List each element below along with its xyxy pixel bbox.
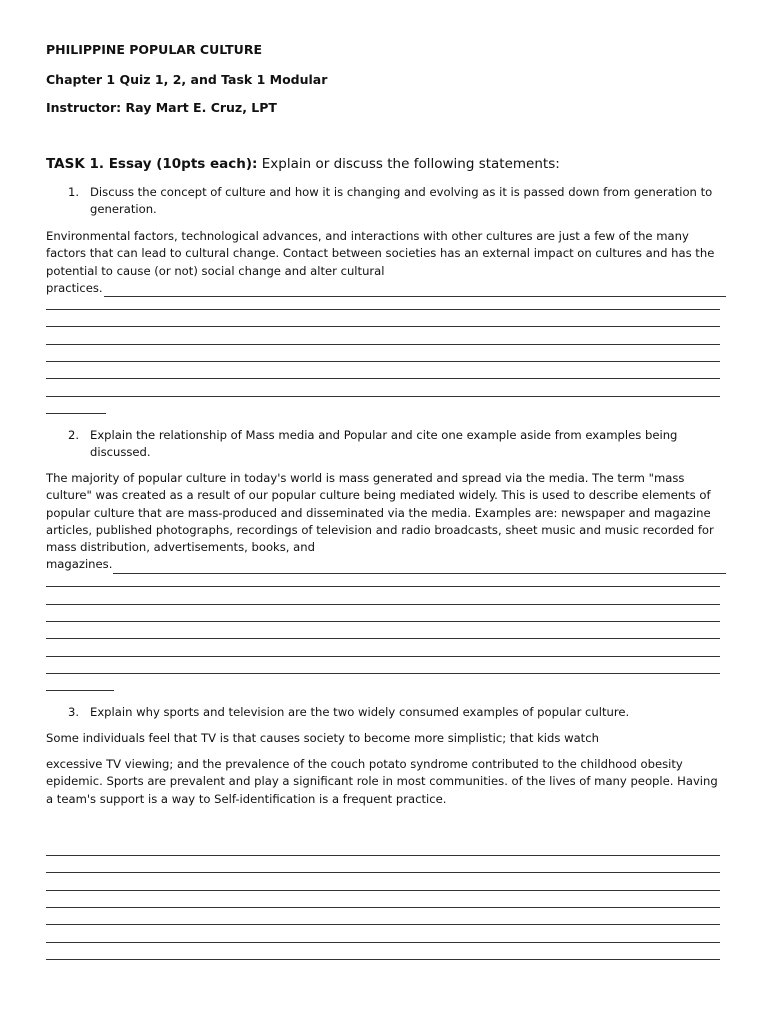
answer-text: excessive TV viewing; and the prevalence of the couch potato syndrome contributed to the childhood obesity epidemic. Sports are prevalent and play a significant role in most communities. of the lives of many people. Having a team's support is a way to Self-identification is a frequent practice. [46,757,718,806]
question-number: 2. [68,428,80,442]
writing-line[interactable] [46,924,720,925]
answer-text: Environmental factors, technological advances, and interactions with other cultures are just a few of the many factors that can lead to cultural change. Contact between societies has an external impact on cultures and has the potential to cause (or not) social change and alter cultural [46,229,715,278]
answer-3-intro [46,730,726,747]
chapter-title: Chapter 1 Quiz 1, 2, and Task 1 Modular [46,72,328,87]
course-title: PHILIPPINE POPULAR CULTURE [46,42,262,57]
answer-last-line [46,556,726,573]
writing-line[interactable] [46,872,720,873]
writing-line[interactable] [46,361,720,362]
writing-line[interactable] [46,396,720,397]
writing-line[interactable] [46,378,720,379]
answer-last-word: practices. [46,280,103,295]
writing-line[interactable] [46,890,720,891]
writing-line[interactable] [104,284,726,297]
task-instruction: Explain or discuss the following statements: [257,156,560,172]
writing-line[interactable] [46,638,720,639]
writing-line[interactable] [46,656,720,657]
answer-2 [46,470,726,574]
writing-line[interactable] [46,959,720,960]
writing-line[interactable] [46,344,720,345]
writing-line[interactable] [46,586,720,587]
writing-line[interactable] [46,621,720,622]
writing-line[interactable] [46,604,720,605]
question-text: Discuss the concept of culture and how it is changing and evolving as it is passed down from generation to generation. [90,185,713,216]
answer-last-line [46,280,726,297]
question-number: 3. [68,705,80,719]
answer-text: Some individuals feel that TV is that causes society to become more simplistic; that kids watch [46,731,599,745]
answer-1 [46,228,726,297]
question-text: Explain why sports and television are the two widely consumed examples of popular culture. [90,705,630,719]
writing-line[interactable] [46,907,720,908]
task-label: TASK 1. Essay (10pts each): [46,156,258,172]
task-heading [46,156,560,172]
writing-line[interactable] [46,413,106,414]
question-3 [68,704,724,721]
answer-text: The majority of popular culture in today's world is mass generated and spread via the media. The term "mass culture" was created as a result of our popular culture being mediated widely. This is used to describe elements of popular culture that are mass-produced and disseminated via the media. Examples are: newspaper and magazine articles, published photographs, recordings of television and radio broadcasts, sheet music and music recorded for mass distribution, advertisements, books, and [46,471,714,555]
question-text: Explain the relationship of Mass media and Popular and cite one example aside from examples being discussed. [90,428,678,459]
writing-line[interactable] [113,561,726,574]
writing-line[interactable] [46,326,720,327]
writing-line[interactable] [46,673,720,674]
answer-last-word: magazines. [46,557,113,572]
question-1 [68,184,724,218]
answer-3 [46,756,726,808]
question-number: 1. [68,185,80,199]
writing-line[interactable] [46,855,720,856]
instructor-name: Instructor: Ray Mart E. Cruz, LPT [46,100,277,115]
writing-line[interactable] [46,309,720,310]
writing-line[interactable] [46,942,720,943]
writing-line[interactable] [46,690,114,691]
question-2 [68,427,724,461]
